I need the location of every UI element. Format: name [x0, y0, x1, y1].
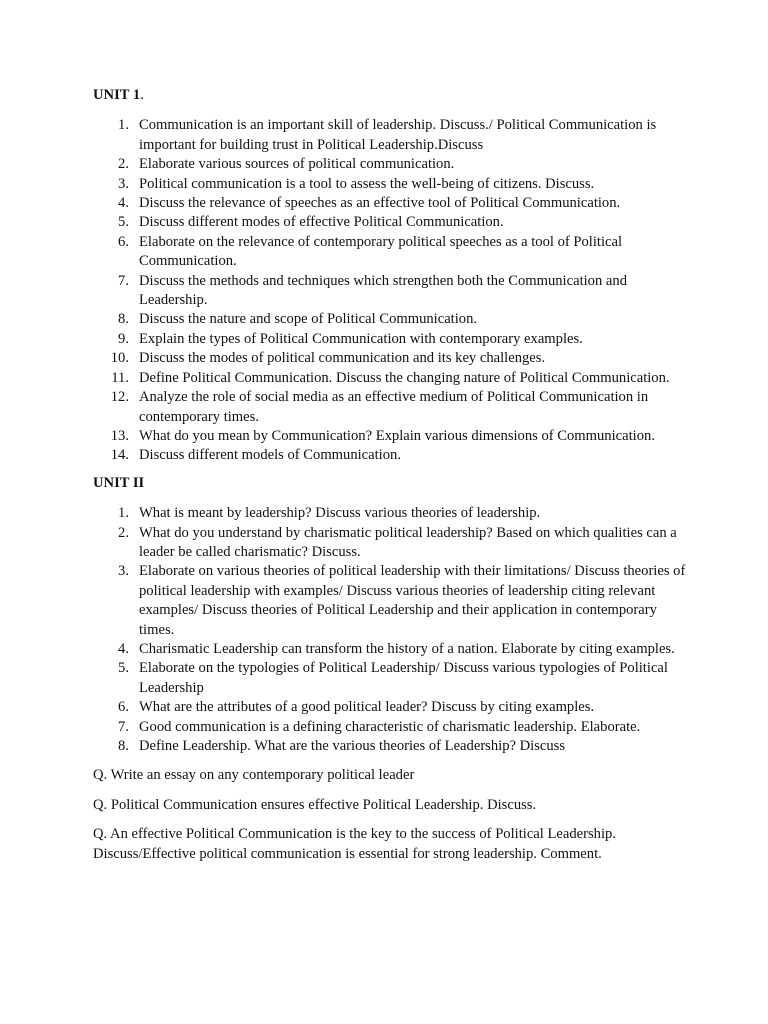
- question-text: Discuss the relevance of speeches as an effective tool of Political Communication.: [139, 195, 621, 212]
- question-number: 5.: [118, 214, 129, 231]
- unit-1-question-list: [93, 116, 688, 465]
- question-number: 1.: [118, 117, 129, 134]
- question-text: Elaborate various sources of political communication.: [139, 156, 455, 173]
- extra-question-1: Q. Write an essay on any contemporary political leader: [93, 767, 415, 784]
- question-number: 6.: [118, 699, 129, 716]
- question-number: 6.: [118, 233, 129, 250]
- list-item: [93, 175, 688, 194]
- question-text: Discuss different models of Communication.: [139, 447, 401, 464]
- question-text: Explain the types of Political Communication with contemporary examples.: [139, 330, 583, 347]
- list-item: [93, 427, 688, 446]
- list-item: [93, 349, 688, 368]
- list-item: [93, 659, 688, 698]
- unit-1-heading-suffix: .: [140, 87, 144, 103]
- list-item: [93, 155, 688, 174]
- question-number: 4.: [118, 195, 129, 212]
- extra-question-2: Q. Political Communication ensures effective Political Leadership. Discuss.: [93, 796, 537, 813]
- question-text: What do you mean by Communication? Explain various dimensions of Communication.: [139, 427, 655, 444]
- question-text: Define Political Communication. Discuss the changing nature of Political Communication.: [139, 369, 670, 386]
- list-item: [93, 446, 688, 465]
- question-text: Discuss the modes of political communication and its key challenges.: [139, 350, 546, 367]
- list-item: [93, 369, 688, 388]
- question-text: Discuss different modes of effective Political Communication.: [139, 214, 504, 231]
- list-item: [93, 698, 688, 717]
- question-number: 9.: [118, 330, 129, 347]
- question-number: 4.: [118, 640, 129, 657]
- list-item: [93, 330, 688, 349]
- question-text: What is meant by leadership? Discuss various theories of leadership.: [139, 505, 541, 522]
- question-number: 3.: [118, 563, 129, 580]
- question-number: 8.: [118, 738, 129, 754]
- unit-1-heading: [93, 86, 688, 105]
- question-text: Define Leadership. What are the various theories of Leadership? Discuss: [139, 738, 566, 754]
- question-text: Elaborate on the typologies of Political Leadership/ Discuss various typologies of Political Leadership: [139, 660, 668, 696]
- list-item: [93, 562, 688, 640]
- question-number: 13.: [110, 427, 129, 444]
- unit-2-question-list: [93, 504, 688, 756]
- unit-1-heading-title: UNIT 1: [93, 87, 141, 103]
- question-text: What do you understand by charismatic political leadership? Based on which qualities can a leader be called charismatic? Discuss.: [139, 524, 677, 560]
- question-text: Good communication is a defining characteristic of charismatic leadership. Elaborate.: [139, 718, 641, 735]
- question-text: Analyze the role of social media as an effective medium of Political Communication in contemporary times.: [139, 389, 649, 425]
- question-text: Discuss the nature and scope of Political Communication.: [139, 311, 478, 328]
- list-item: [93, 213, 688, 232]
- question-number: 5.: [118, 660, 129, 677]
- question-text: Discuss the methods and techniques which strengthen both the Communication and Leadership.: [139, 272, 627, 309]
- list-item: [93, 388, 688, 427]
- question-text: Elaborate on various theories of political leadership with their limitations/ Discuss theories of political leadership with examples/ Discuss various theories of leadership citing relevant examples/ Discuss theories of Political Leadership and their application in contemporary times.: [139, 563, 686, 638]
- question-text: Political communication is a tool to assess the well-being of citizens. Discuss.: [139, 175, 595, 192]
- question-text: What are the attributes of a good political leader? Discuss by citing examples.: [139, 699, 595, 716]
- question-text: Communication is an important skill of leadership. Discuss./ Political Communication is important for building trust in Political Leadership.Discuss: [139, 117, 657, 153]
- question-text: Elaborate on the relevance of contemporary political speeches as a tool of Political Communication.: [139, 233, 623, 270]
- question-number: 11.: [111, 369, 129, 386]
- list-item: [93, 233, 688, 272]
- list-item: [93, 194, 688, 213]
- list-item: [93, 718, 688, 737]
- question-number: 2.: [118, 156, 129, 173]
- list-item: [93, 272, 688, 311]
- question-text: Charismatic Leadership can transform the history of a nation. Elaborate by citing examples.: [139, 640, 675, 657]
- unit-2-heading: [93, 474, 688, 493]
- question-number: 7.: [118, 272, 129, 289]
- question-number: 7.: [118, 718, 129, 735]
- question-number: 12.: [110, 389, 129, 406]
- list-item: [93, 310, 688, 329]
- question-number: 8.: [118, 311, 129, 328]
- question-number: 10.: [110, 350, 129, 367]
- question-number: 1.: [118, 505, 129, 522]
- unit-2-heading-title: UNIT II: [93, 474, 145, 491]
- question-number: 3.: [118, 175, 129, 192]
- extra-question-3: Q. An effective Political Communication is the key to the success of Political Leadership. Discuss/Effective political communication is essential for strong leadership. Comment.: [93, 826, 616, 862]
- list-item: [93, 524, 688, 563]
- list-item: [93, 116, 688, 155]
- question-number: 14.: [110, 447, 129, 464]
- question-number: 2.: [118, 524, 129, 541]
- list-item: [93, 640, 688, 659]
- list-item: [93, 737, 688, 756]
- list-item: [93, 504, 688, 523]
